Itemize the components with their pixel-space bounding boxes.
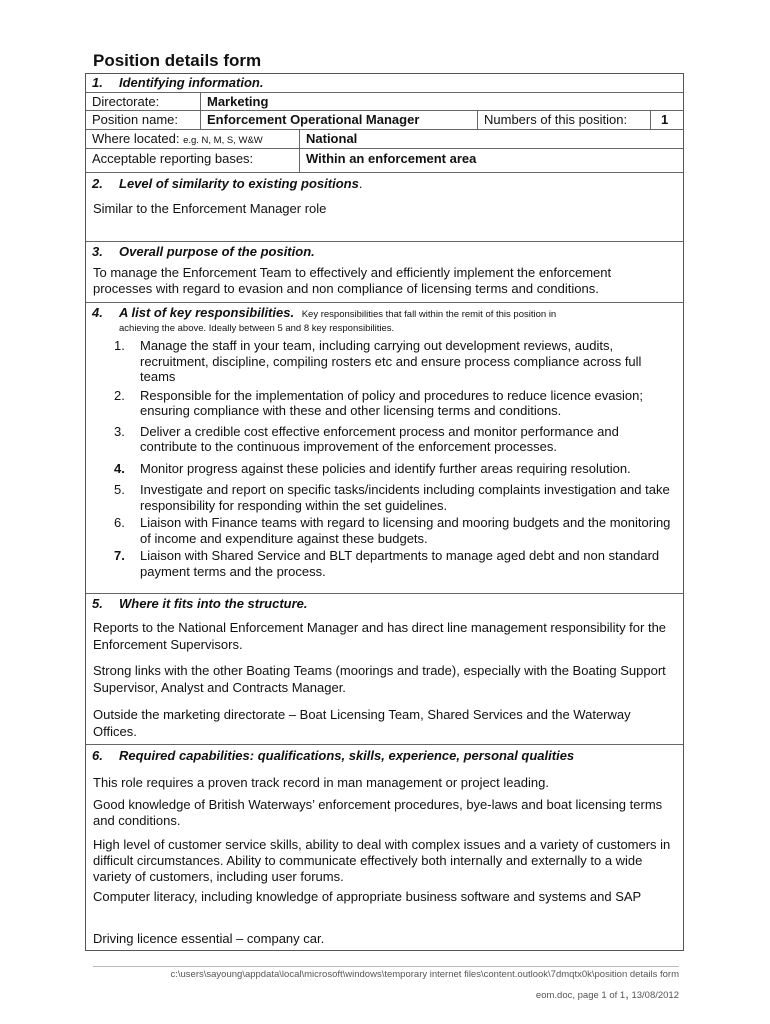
located-value: National — [306, 131, 358, 146]
directorate-row — [86, 92, 683, 111]
position-details-table — [85, 73, 684, 951]
list-item: 3. Deliver a credible cost effective enforcement process and monitor performance and contribute to the continuous improvement of the enforcement processes. — [114, 423, 619, 454]
s6-para-1: This role requires a proven track record in man management or project leading. — [93, 775, 549, 790]
s3-heading-num: 3. — [92, 244, 103, 259]
location-row — [86, 129, 683, 149]
s4-heading-num: 4. — [92, 305, 103, 320]
s6-para-3: High level of customer service skills, ability to deal with complex issues and a variety of customers in difficult circumstances. Ability to communicate effectively both internally and externally to a wide variety of customers, including user forums. — [93, 837, 671, 884]
s2-heading-num: 2. — [92, 176, 103, 191]
list-item: 5. Investigate and report on specific tasks/incidents including complaints investigation and take responsibility for responding within the set guidelines. — [114, 482, 670, 513]
s4-note-line2: achieving the above. Ideally between 5 and 8 key responsibilities. — [119, 323, 395, 334]
section-6 — [86, 744, 683, 952]
s1-heading: Identifying information. — [119, 75, 264, 90]
s2-heading-suffix: . — [358, 176, 363, 191]
s5-para-1: Reports to the National Enforcement Manager and has direct line management responsibility for the Enforcement Supervisors. — [93, 620, 667, 652]
list-item: 1. Manage the staff in your team, including carrying out development reviews, audits, recruitment, discipline, compiling rosters etc and ensure process compliance across full teams — [114, 338, 642, 384]
s6-para-2: Good knowledge of British Waterways’ enforcement procedures, bye-laws and boat licensing terms and conditions. — [93, 797, 663, 828]
s6-heading-num: 6. — [92, 748, 103, 763]
reporting-label: Acceptable reporting bases: — [92, 151, 254, 166]
s2-heading-line — [119, 176, 362, 192]
s2-text: Similar to the Enforcement Manager role — [93, 201, 327, 216]
section-4 — [86, 302, 683, 594]
s6-heading: Required capabilities: qualifications, skills, experience, personal qualities — [119, 748, 575, 763]
position-row — [86, 110, 683, 130]
page-title: Position details form — [93, 51, 262, 70]
footer-path: c:\users\sayoung\appdata\local\microsoft\windows\temporary internet files\content.outlook\7dmqtx0k\position details form — [170, 969, 679, 980]
reporting-value: Within an enforcement area — [306, 151, 477, 166]
s6-para-4: Computer literacy, including knowledge of appropriate business software and systems and SAP — [93, 889, 642, 904]
section-5 — [86, 593, 683, 745]
list-item: 6. Liaison with Finance teams with regard to licensing and mooring budgets and the monitoring of income and expenditure against these budgets. — [114, 515, 671, 546]
located-hint: e.g. N, M, S, W&W — [183, 135, 263, 146]
list-item: 7. Liaison with Shared Service and BLT departments to manage aged debt and non standard payment terms and the process. — [114, 548, 660, 579]
position-value: Enforcement Operational Manager — [207, 112, 420, 127]
directorate-value: Marketing — [207, 94, 269, 109]
s6-para-5: Driving licence essential – company car. — [93, 931, 325, 946]
s5-heading-num: 5. — [92, 596, 103, 611]
footer-page: eom.doc, page 1 of 1 — [535, 990, 626, 1001]
s4-heading: A list of key responsibilities. — [119, 305, 295, 320]
footer-date: 13/08/2012 — [628, 990, 679, 1001]
footer-divider — [93, 966, 679, 967]
responsibilities-list — [114, 338, 674, 579]
s3-text: To manage the Enforcement Team to effectively and efficiently implement the enforcement processes with regard to evasion and non compliance of licensing terms and conditions. — [93, 265, 612, 296]
reporting-row — [86, 148, 683, 173]
footer-page-info — [536, 986, 679, 1001]
s5-heading: Where it fits into the structure. — [119, 596, 308, 611]
list-item: 2. Responsible for the implementation of policy and procedures to reduce licence evasion; ensuring compliance with these and other licensing terms and conditions. — [114, 387, 643, 418]
s5-para-3: Outside the marketing directorate – Boat Licensing Team, Shared Services and the Waterway Offices. — [93, 707, 631, 739]
located-label — [92, 131, 263, 149]
position-count-label: Numbers of this position: — [484, 112, 628, 127]
list-item: 4. Monitor progress against these policies and identify further areas requiring resolution. — [114, 460, 631, 476]
s5-para-2: Strong links with the other Boating Teams (moorings and trade), especially with the Boating Support Supervisor, Analyst and Contracts Manager. — [93, 663, 666, 695]
position-label: Position name: — [92, 112, 178, 127]
s1-heading-num: 1. — [92, 75, 103, 90]
s3-heading: Overall purpose of the position. — [119, 244, 315, 259]
footer-comma: , — [625, 986, 629, 1001]
position-count-value: 1 — [661, 112, 669, 127]
directorate-label: Directorate: — [92, 94, 160, 109]
section-3 — [86, 241, 683, 303]
located-label-text: Where located: — [92, 131, 180, 146]
section-2 — [86, 172, 683, 242]
s2-heading: Level of similarity to existing positions — [119, 176, 359, 191]
s4-note-line1: Key responsibilities that fall within the remit of this position in — [301, 309, 557, 320]
